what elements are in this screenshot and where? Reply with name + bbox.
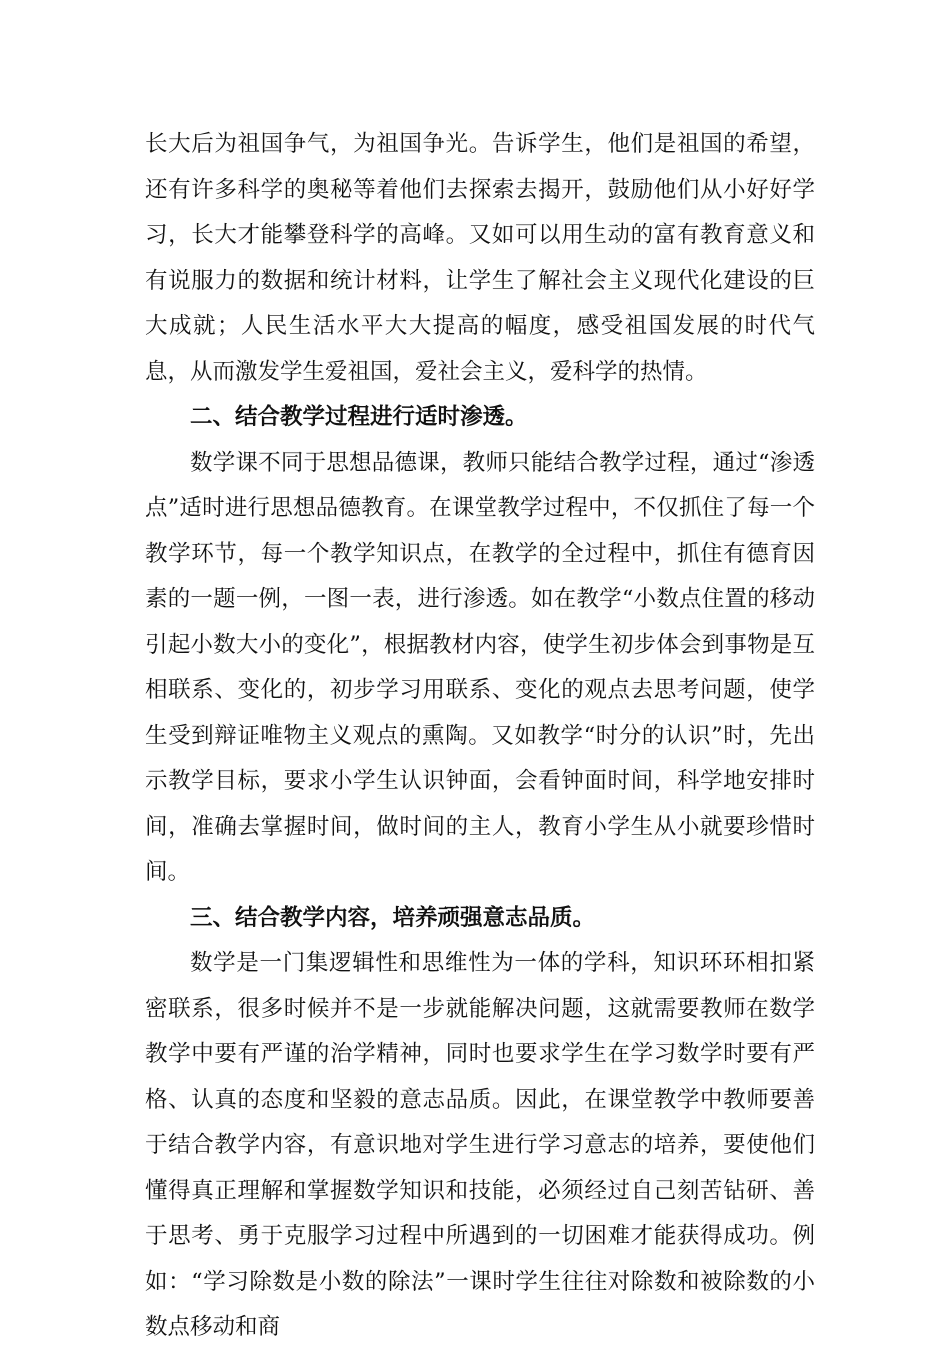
section-heading-three: 三、结合教学内容，培养顽强意志品质。 <box>190 904 596 931</box>
paragraph-section-three: 数学是一门集逻辑性和思维性为一体的学科，知识环环相扣紧密联系，很多时候并不是一步就能解决问题，这就需要教师在数学教学中要有严谨的治学精神，同时也要求学生在学习数学时要有严格、认真的态度和坚毅的意志品质。因此，在课堂教学中教师要善于结合教学内容，有意识地对学生进行学习意志的培养，要使他们懂得真正理解和掌握数学知识和技能，必须经过自己刻苦钻研、善于思考、勇于克服学习过程中所遇到的一切困难才能获得成功。例如：“学习除数是小数的除法”一课时学生往往对除数和被除数的小数点移动和商 <box>145 950 815 1340</box>
paragraph-continuation: 长大后为祖国争气，为祖国争光。告诉学生，他们是祖国的希望，还有许多科学的奥秘等着他们去探索去揭开，鼓励他们从小好好学习，长大才能攀登科学的高峰。又如可以用生动的富有教育意义和有说服力的数据和统计材料，让学生了解社会主义现代化建设的巨大成就；人民生活水平大大提高的幅度，感受祖国发展的时代气息，从而激发学生爱祖国，爱社会主义，爱科学的热情。 <box>145 131 815 385</box>
section-heading-two: 二、结合教学过程进行适时渗透。 <box>190 404 528 430</box>
paragraph-section-two: 数学课不同于思想品德课，教师只能结合教学过程，通过“渗透点”适时进行思想品德教育。在课堂教学过程中，不仅抓住了每一个教学环节，每一个教学知识点，在教学的全过程中，抓住有德育因素的一题一例，一图一表，进行渗透。如在教学“小数点住置的移动引起小数大小的变化”，根据教材内容，使学生初步体会到事物是互相联系、变化的，初步学习用联系、变化的观点去思考问题，使学生受到辩证唯物主义观点的熏陶。又如教学“时分的认识”时，先出示教学目标，要求小学生认识钟面，会看钟面时间，科学地安排时间，准确去掌握时间，做时间的主人，教育小学生从小就要珍惜时间。 <box>145 449 815 885</box>
document-body <box>145 122 815 1351</box>
